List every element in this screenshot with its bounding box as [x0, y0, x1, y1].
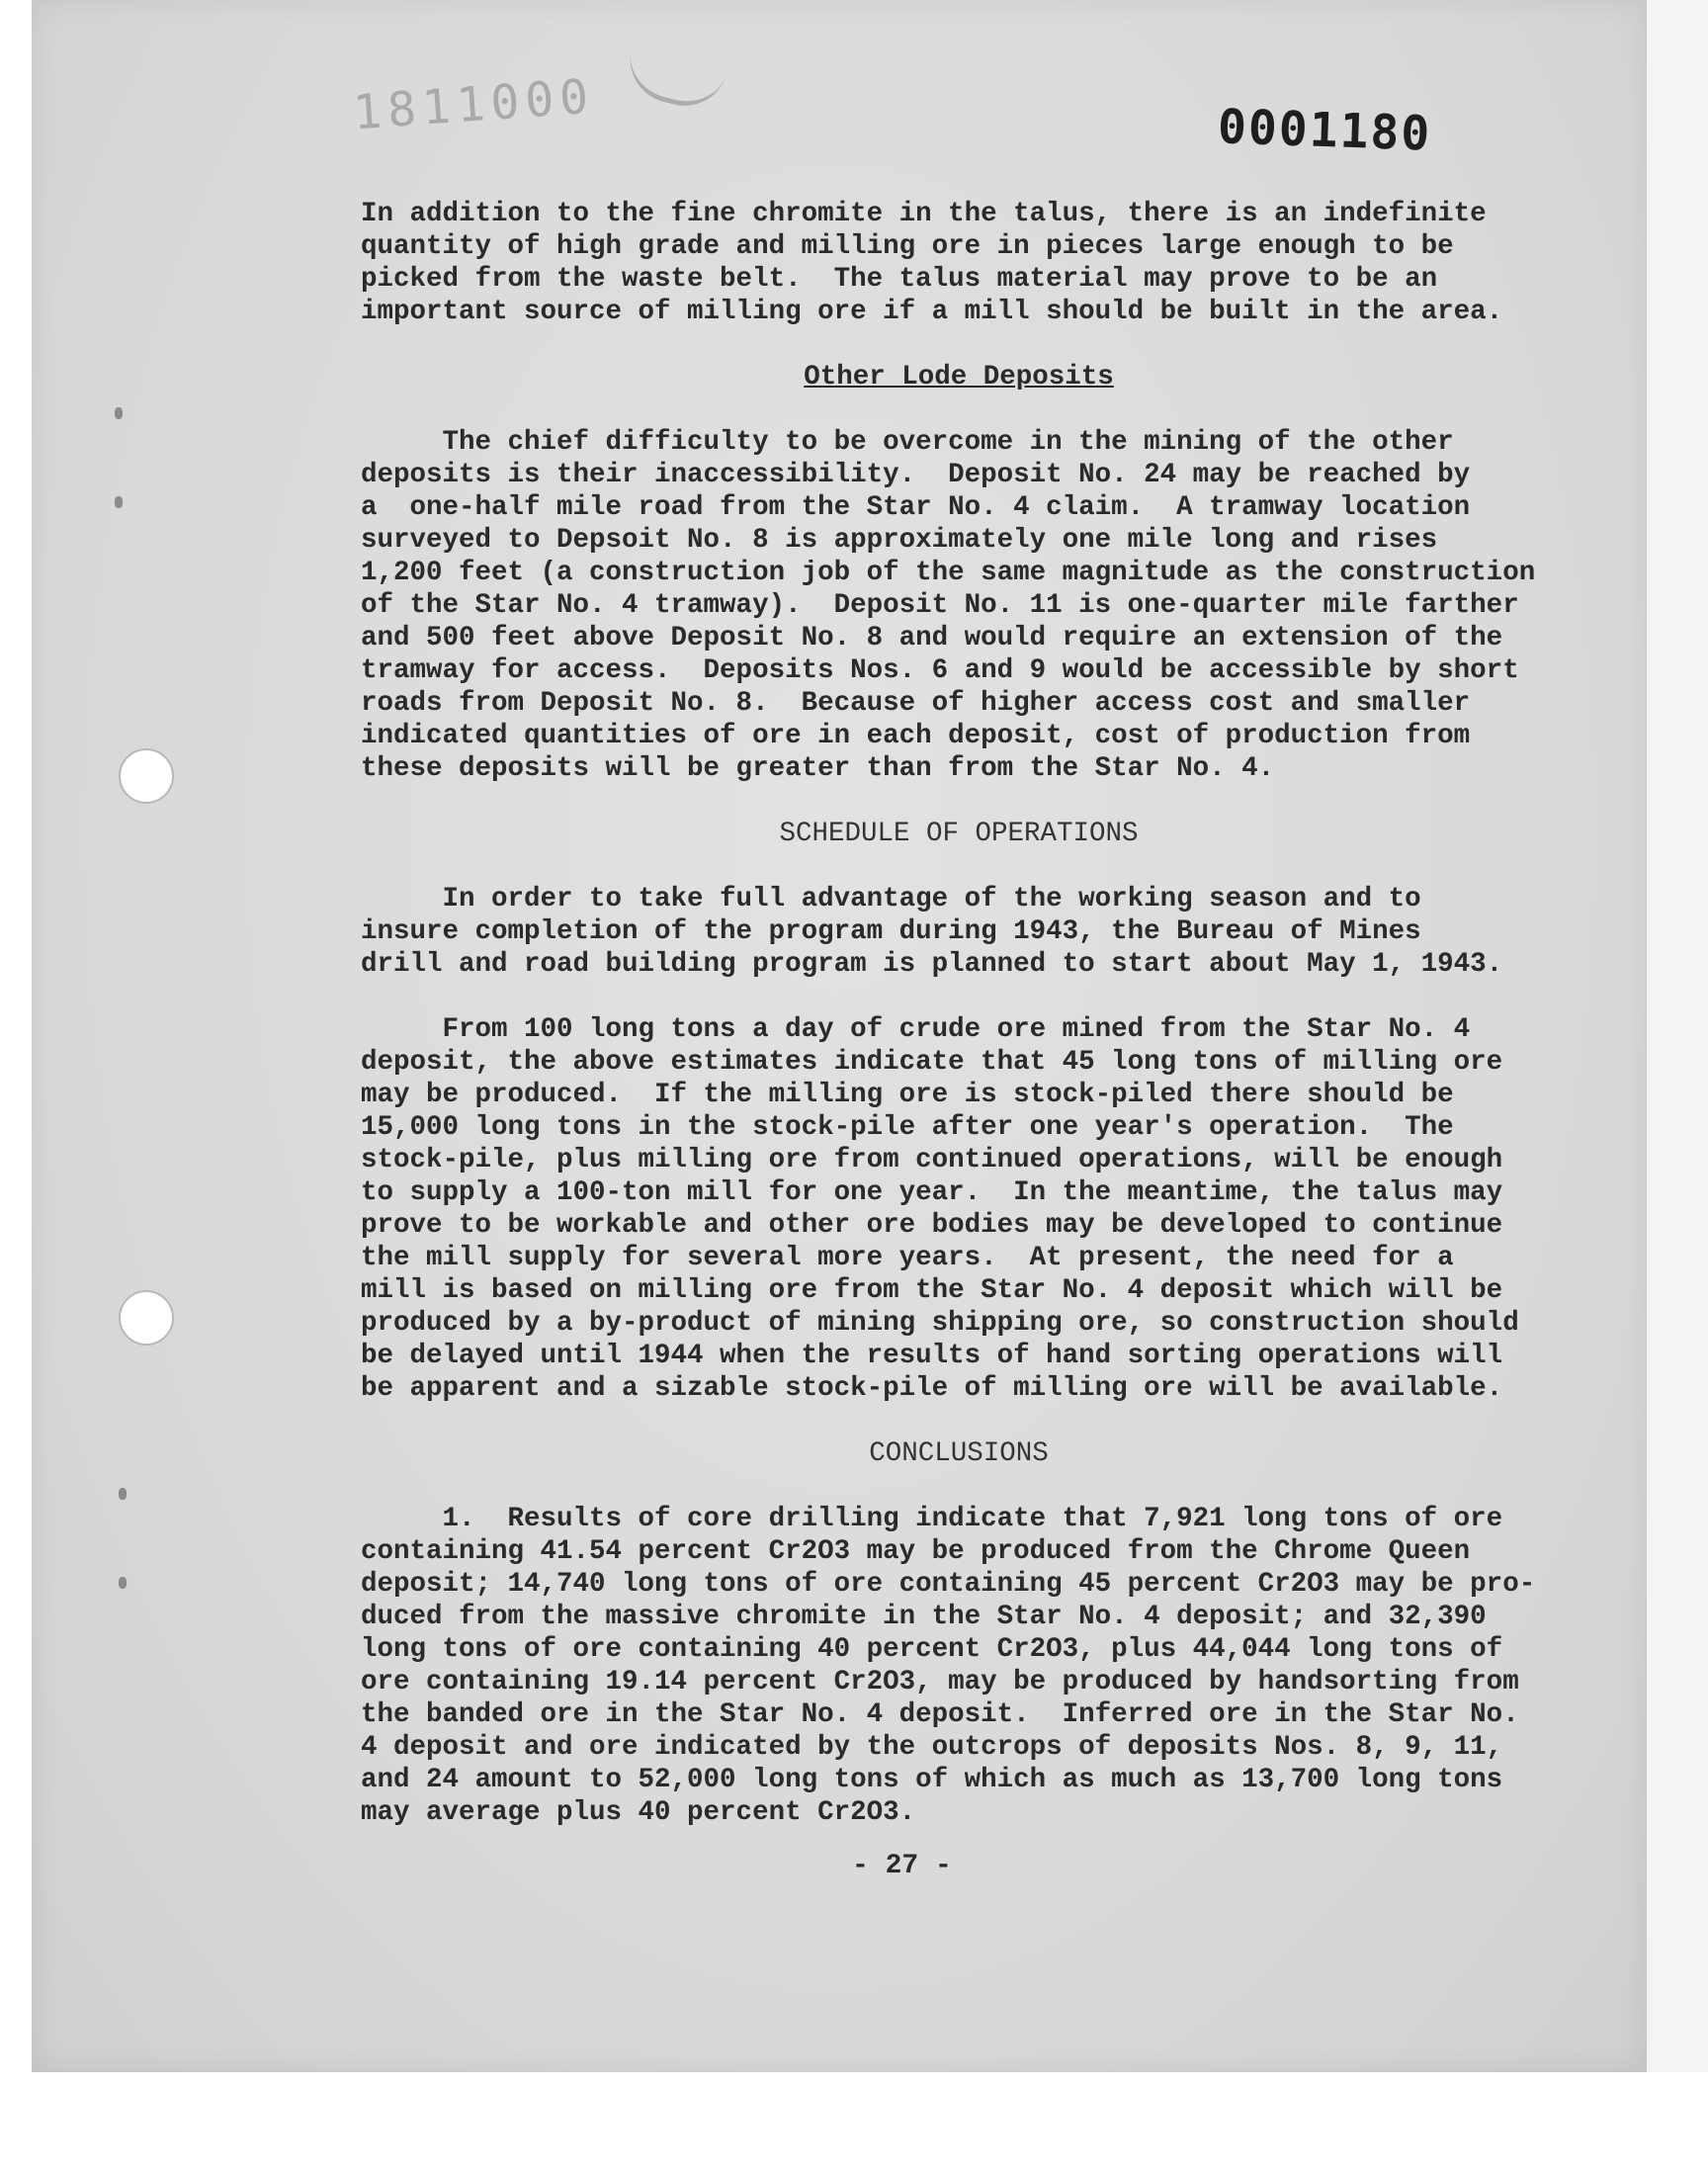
page-right-margin	[1647, 0, 1708, 2072]
text-line: tramway for access. Deposits Nos. 6 and 9 would be accessible by short	[361, 655, 1519, 686]
text-line: containing 41.54 percent Cr2O3 may be produced from the Chrome Queen	[361, 1536, 1471, 1567]
smudge-mark	[621, 48, 727, 116]
text-line: produced by a by-product of mining shipping ore, so construction should	[361, 1308, 1519, 1339]
speck-mark	[119, 1488, 127, 1500]
text-line: a one-half mile road from the Star No. 4 claim. A tramway location	[361, 492, 1471, 523]
text-line: surveyed to Depsoit No. 8 is approximately one mile long and rises	[361, 525, 1438, 556]
text-line: may be produced. If the milling ore is stock-piled there should be	[361, 1080, 1454, 1110]
document-body	[361, 198, 1557, 1829]
punch-hole-lower	[119, 1290, 174, 1346]
text-line: quantity of high grade and milling ore in pieces large enough to be	[361, 231, 1454, 262]
text-line: may average plus 40 percent Cr2O3.	[361, 1797, 916, 1828]
heading-schedule-of-operations: SCHEDULE OF OPERATIONS	[779, 819, 1139, 849]
intro-paragraph	[361, 198, 1557, 328]
text-line: deposit, the above estimates indicate that 45 long tons of milling ore	[361, 1047, 1503, 1078]
text-line: 15,000 long tons in the stock-pile after one year's operation. The	[361, 1112, 1454, 1143]
text-line: From 100 long tons a day of crude ore mined from the Star No. 4	[361, 1014, 1471, 1045]
text-line: long tons of ore containing 40 percent Cr2O3, plus 44,044 long tons of	[361, 1634, 1503, 1665]
text-line: deposits is their inaccessibility. Deposit No. 24 may be reached by	[361, 460, 1471, 490]
conclusions-paragraph	[361, 1503, 1557, 1829]
text-line: duced from the massive chromite in the Star No. 4 deposit; and 32,390	[361, 1602, 1487, 1632]
speck-mark	[115, 496, 123, 508]
text-line: insure completion of the program during 1943, the Bureau of Mines	[361, 916, 1421, 947]
text-line: these deposits will be greater than from the Star No. 4.	[361, 753, 1275, 784]
text-line: 1. Results of core drilling indicate that 7,921 long tons of ore	[361, 1504, 1503, 1534]
speck-mark	[119, 1577, 127, 1589]
text-line: In addition to the fine chromite in the talus, there is an indefinite	[361, 199, 1487, 229]
text-line: ore containing 19.14 percent Cr2O3, may be produced by handsorting from	[361, 1667, 1519, 1697]
schedule-paragraph-1	[361, 883, 1557, 981]
text-line: drill and road building program is planned to start about May 1, 1943.	[361, 949, 1503, 980]
schedule-paragraph-2	[361, 1013, 1557, 1405]
text-line: and 500 feet above Deposit No. 8 and would require an extension of the	[361, 623, 1503, 653]
text-line: prove to be workable and other ore bodies may be developed to continue	[361, 1210, 1503, 1241]
text-line: and 24 amount to 52,000 long tons of which as much as 13,700 long tons	[361, 1765, 1503, 1795]
page-number: - 27 -	[852, 1851, 952, 1881]
text-line: stock-pile, plus milling ore from continued operations, will be enough	[361, 1145, 1503, 1175]
text-line: the mill supply for several more years. At present, the need for a	[361, 1243, 1454, 1273]
punch-hole-upper	[119, 748, 174, 804]
text-line: deposit; 14,740 long tons of ore containing 45 percent Cr2O3 may be pro-	[361, 1569, 1536, 1600]
text-line: roads from Deposit No. 8. Because of higher access cost and smaller	[361, 688, 1471, 719]
text-line: to supply a 100-ton mill for one year. In the meantime, the talus may	[361, 1177, 1503, 1208]
text-line: picked from the waste belt. The talus material may prove to be an	[361, 264, 1438, 295]
lode-paragraph	[361, 426, 1557, 785]
faint-stamp-number: 1811000	[351, 68, 596, 141]
document-page	[32, 0, 1647, 2072]
speck-mark	[115, 407, 123, 419]
document-id-stamp: 0001180	[1217, 99, 1433, 162]
text-line: The chief difficulty to be overcome in the mining of the other	[361, 427, 1454, 458]
text-line: the banded ore in the Star No. 4 deposit. Inferred ore in the Star No.	[361, 1699, 1519, 1730]
text-line: important source of milling ore if a mill should be built in the area.	[361, 297, 1503, 327]
text-line: 1,200 feet (a construction job of the same magnitude as the construction	[361, 558, 1536, 588]
heading-other-lode-deposits: Other Lode Deposits	[804, 362, 1114, 392]
text-line: of the Star No. 4 tramway). Deposit No. 11 is one-quarter mile farther	[361, 590, 1519, 621]
text-line: be delayed until 1944 when the results of hand sorting operations will	[361, 1341, 1503, 1371]
text-line: In order to take full advantage of the working season and to	[361, 884, 1421, 914]
page-bottom-margin	[0, 2072, 1708, 2175]
heading-conclusions: CONCLUSIONS	[869, 1438, 1049, 1469]
text-line: be apparent and a sizable stock-pile of milling ore will be available.	[361, 1373, 1503, 1404]
text-line: indicated quantities of ore in each deposit, cost of production from	[361, 721, 1471, 751]
text-line: 4 deposit and ore indicated by the outcrops of deposits Nos. 8, 9, 11,	[361, 1732, 1503, 1763]
text-line: mill is based on milling ore from the Star No. 4 deposit which will be	[361, 1275, 1503, 1306]
